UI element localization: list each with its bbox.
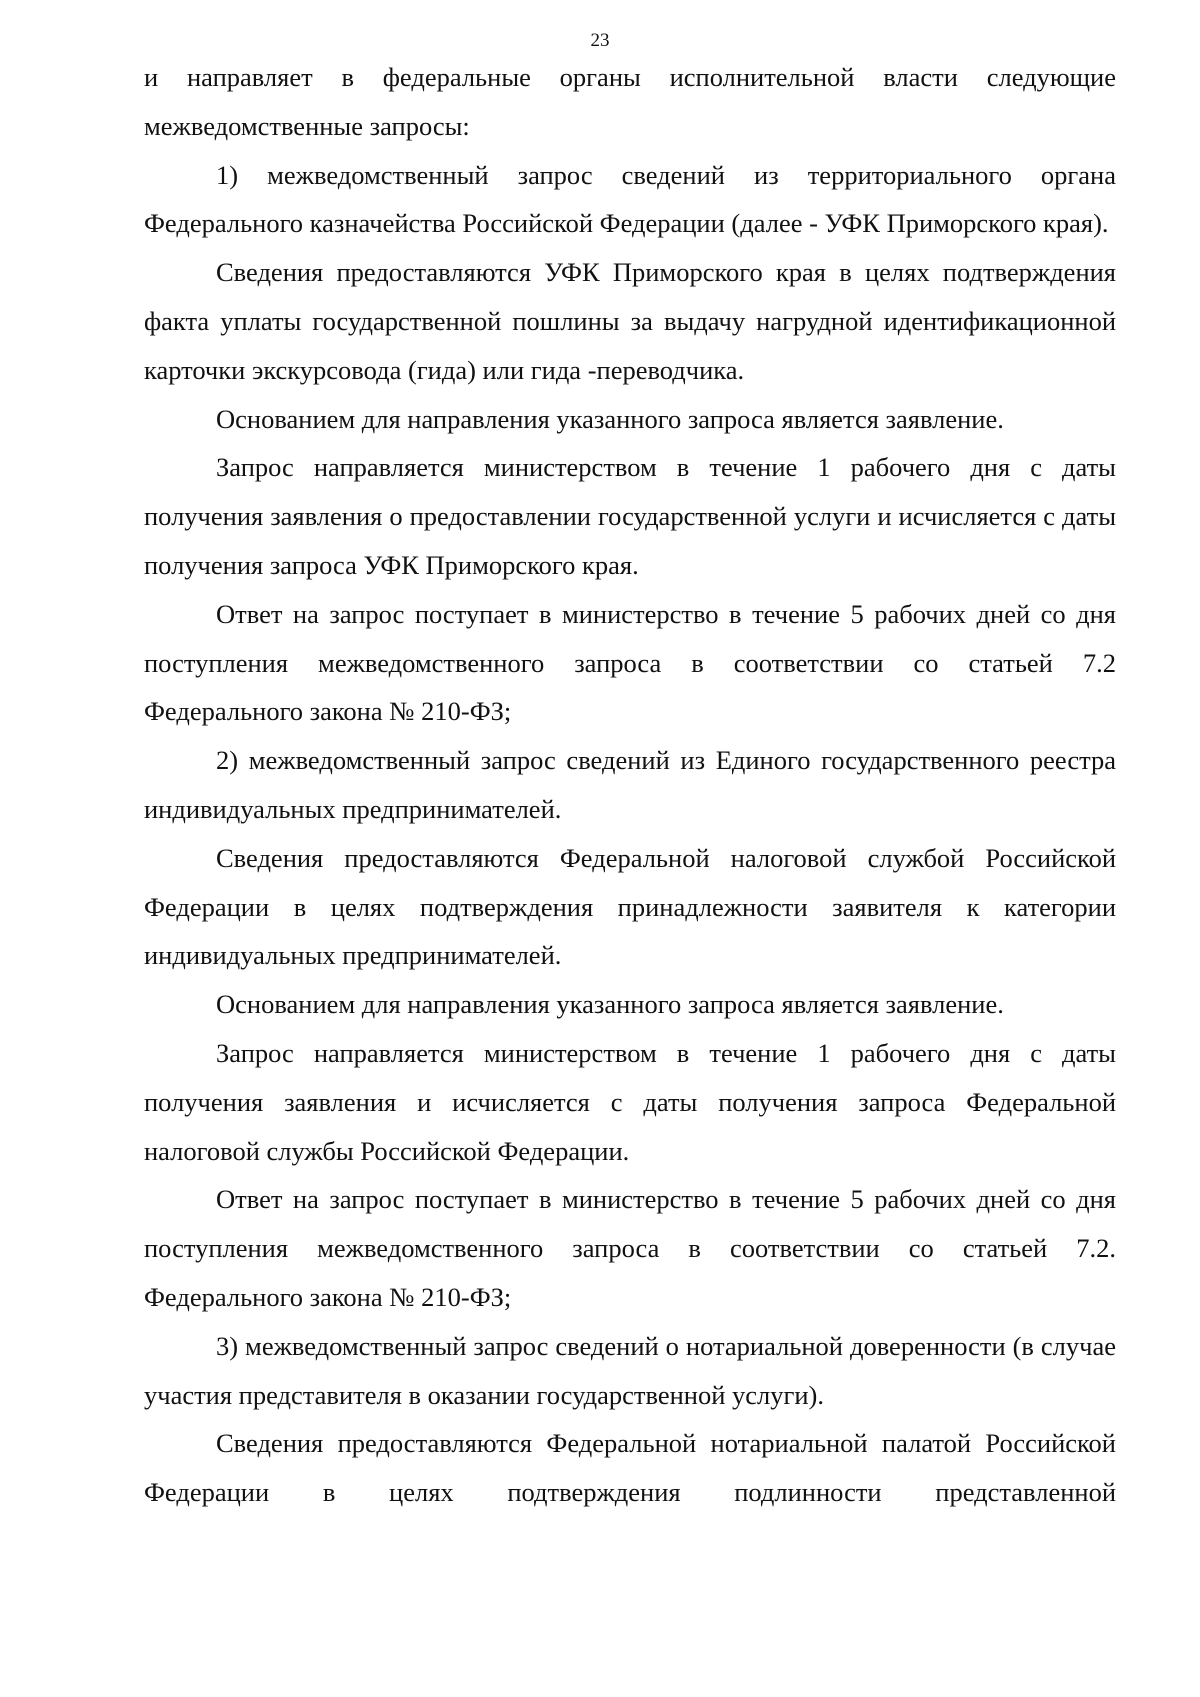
document-body (144, 53, 1116, 1517)
paragraph: 2) межведомственный запрос сведений из Единого государственного реестра индивидуальных предпринимателей. (144, 745, 1116, 824)
paragraph: Запрос направляется министерством в течение 1 рабочего дня с даты получения заявления и исчисляется с даты получения запроса Федеральной налоговой службы Российской Федерации. (144, 1037, 1116, 1166)
paragraph: Основанием для направления указанного запроса является заявление. (216, 403, 1004, 434)
paragraph: Сведения предоставляются Федеральной нотариальной палатой Российской Федерации в целях подтверждения подлинности представленной (144, 1428, 1116, 1508)
paragraph: Основанием для направления указанного запроса является заявление. (216, 989, 1004, 1020)
paragraph: 1) межведомственный запрос сведений из территориального органа Федерального казначейства Российской Федерации (далее - УФК Приморского края). (144, 159, 1116, 239)
paragraph: Ответ на запрос поступает в министерство в течение 5 рабочих дней со дня поступления межведомственного запроса в соответствии со статьей 7.2 Федерального закона № 210-ФЗ; (144, 598, 1116, 727)
paragraph: Сведения предоставляются УФК Приморского края в целях подтверждения факта уплаты государственной пошлины за выдачу нагрудной идентификационной карточки экскурсовода (гида) или гида -переводчика. (144, 257, 1116, 385)
paragraph: Ответ на запрос поступает в министерство в течение 5 рабочих дней со дня поступления межведомственного запроса в соответствии со статьей 7.2. Федерального закона № 210-ФЗ; (144, 1184, 1116, 1312)
paragraph: 3) межведомственный запрос сведений о нотариальной доверенности (в случае участия представителя в оказании государственной услуги). (144, 1330, 1116, 1410)
paragraph: Запрос направляется министерством в течение 1 рабочего дня с даты получения заявления о предоставлении государственной услуги и исчисляется с даты получения запроса УФК Приморского края. (144, 452, 1116, 580)
paragraph: Сведения предоставляются Федеральной налоговой службой Российской Федерации в целях подтверждения принадлежности заявителя к категории индивидуальных предпринимателей. (144, 842, 1116, 971)
page-number: 23 (590, 30, 610, 51)
paragraph: и направляет в федеральные органы исполнительной власти следующие межведомственные запросы: (144, 62, 1116, 141)
